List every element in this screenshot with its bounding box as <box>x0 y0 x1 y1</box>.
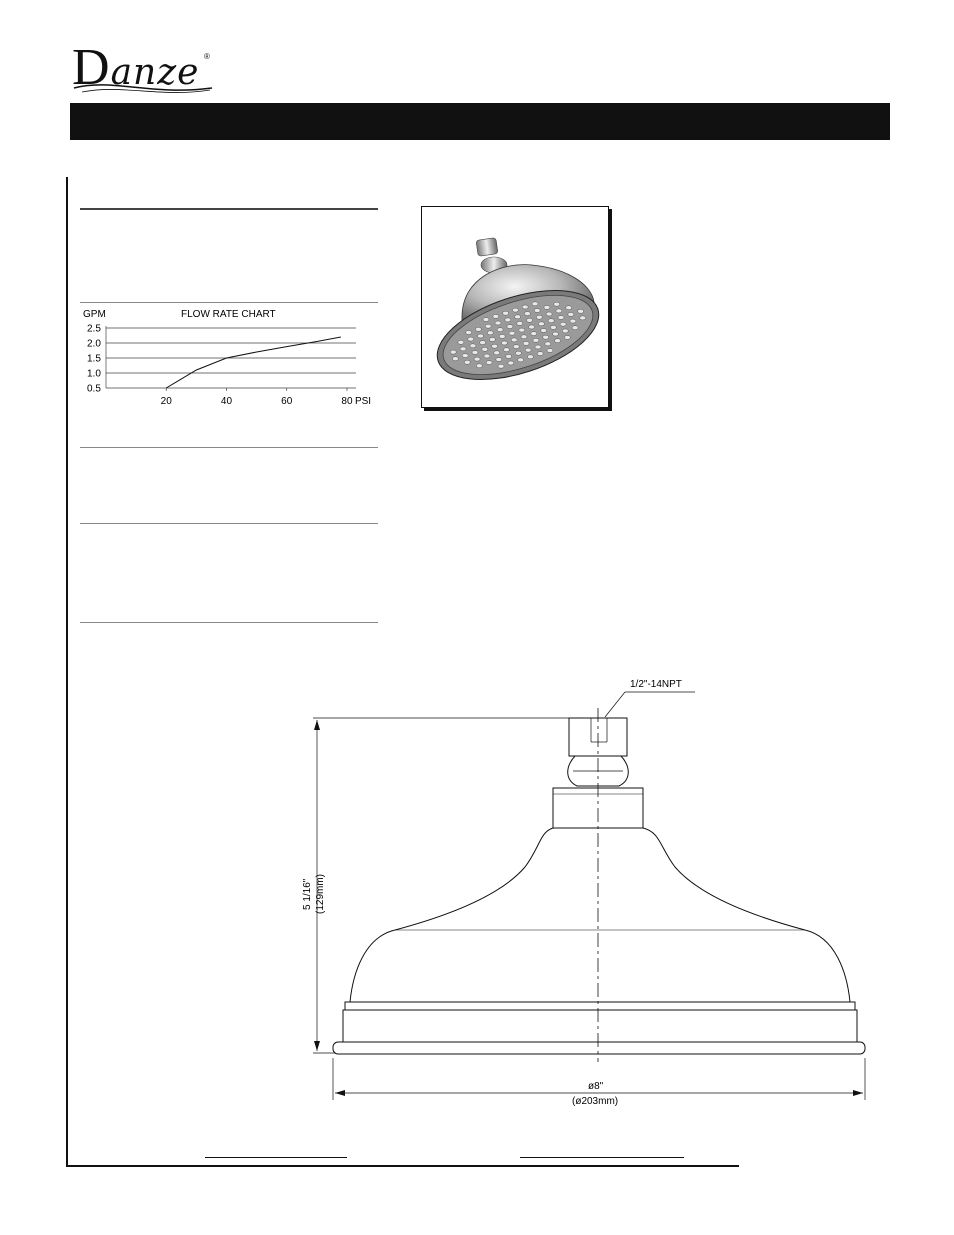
chart-x-tick: 20 <box>160 396 172 407</box>
diameter-label: ø8" <box>588 1081 604 1092</box>
rim-ring <box>343 1010 857 1042</box>
chart-series-line <box>166 337 341 388</box>
chart-x-tick: 80 <box>341 396 353 407</box>
left-frame-rule <box>66 177 68 1167</box>
section-divider <box>80 523 378 524</box>
chart-y-tick: 0.5 <box>87 383 101 395</box>
brand-logo <box>72 38 222 98</box>
section-divider <box>80 208 378 210</box>
height-metric-label: (129mm) <box>315 873 326 914</box>
thread-leader <box>605 692 625 717</box>
signature-line <box>520 1157 684 1158</box>
logo-rest: anze <box>110 52 200 93</box>
diameter-metric-label: (ø203mm) <box>572 1096 619 1107</box>
section-divider <box>80 447 378 448</box>
chart-x-tick: 40 <box>220 396 233 407</box>
shower-bell <box>350 828 850 1002</box>
rim-band <box>345 1002 855 1010</box>
height-label: 5 1/16" <box>302 878 313 910</box>
registered-mark: ® <box>204 52 210 61</box>
signature-line <box>205 1157 347 1158</box>
title-bar <box>70 103 890 140</box>
bottom-frame-rule <box>66 1165 739 1167</box>
chart-y-tick: 2.5 <box>87 323 101 335</box>
logo-swoosh-icon <box>72 38 222 98</box>
thread-label: 1/2"-14NPT <box>630 679 682 690</box>
section-divider <box>80 302 378 303</box>
product-photo <box>421 206 609 408</box>
section-divider <box>80 622 378 623</box>
technical-drawing <box>295 672 885 1117</box>
chart-x-unit: PSI <box>354 396 372 407</box>
chart-x-tick: 60 <box>281 396 293 407</box>
chart-y-tick: 2.0 <box>87 338 101 350</box>
chart-title: FLOW RATE CHART <box>181 309 276 320</box>
face-plate <box>333 1042 865 1054</box>
chart-y-tick: 1.0 <box>87 368 101 380</box>
chart-ylabel: GPM <box>83 309 106 320</box>
showerhead-photo-icon <box>422 207 608 407</box>
flow-rate-chart <box>80 304 380 410</box>
chart-y-tick: 1.5 <box>87 353 101 365</box>
logo-initial: D <box>72 39 111 96</box>
